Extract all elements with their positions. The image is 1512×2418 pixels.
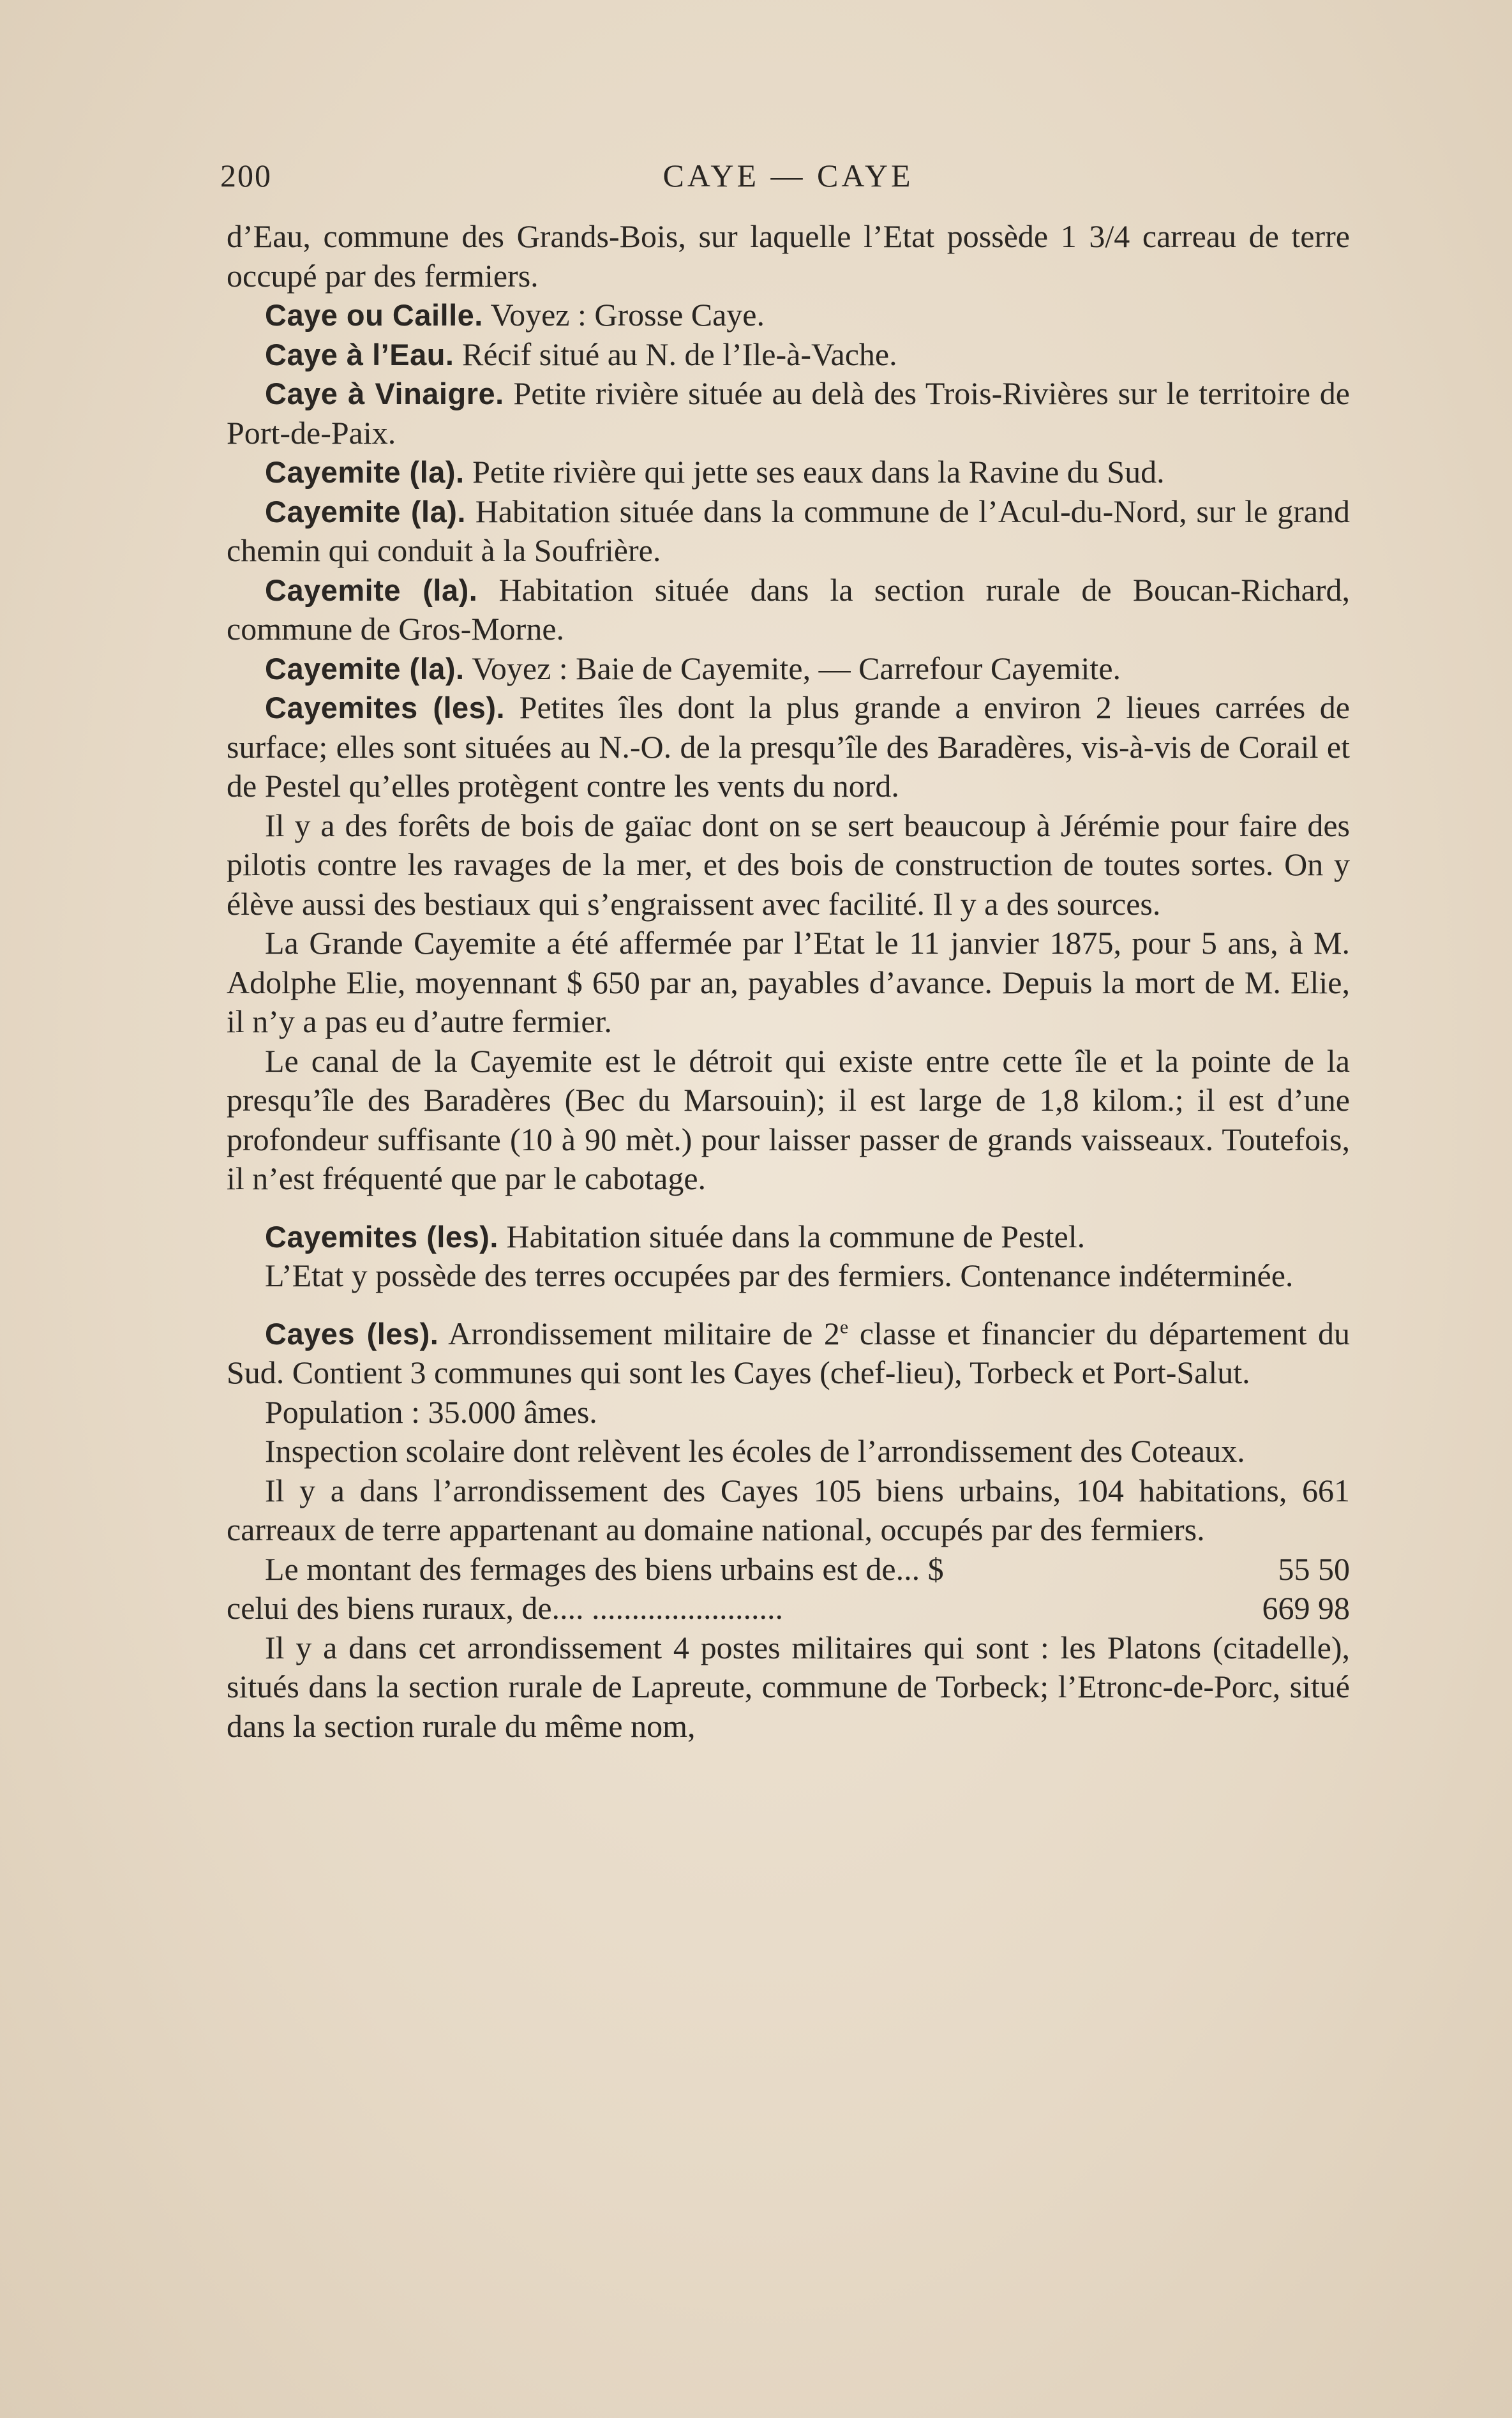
entry-head: Caye à l’Eau.	[265, 337, 454, 372]
paragraph: Il y a dans cet arrondissement 4 postes militaires qui sont : les Platons (citadelle), situés dans la section rurale de Lapreute, commune de Torbeck; l’Etronc-de-Porc, situé dans la section rurale du même nom,	[227, 1629, 1350, 1744]
paragraph: Cayemites (les). Habitation située dans la commune de Pestel.	[265, 1218, 1086, 1254]
paragraph: Cayes (les). Arrondissement militaire de 2e classe et financier du département du Sud. Contient 3 communes qui sont les Cayes (chef-lieu), Torbeck et Port-Salut.	[227, 1315, 1350, 1390]
paragraph: Il y a dans l’arrondissement des Cayes 105 biens urbains, 104 habitations, 661 carreaux de terre appartenant au domaine national, occupés par des fermiers.	[227, 1472, 1350, 1547]
entry-head: Cayemite (la).	[265, 494, 466, 529]
paragraph: Population : 35.000 âmes.	[265, 1393, 597, 1430]
continued-paragraph: d’Eau, commune des Grands-Bois, sur laquelle l’Etat possède 1 3/4 carreau de terre occupé par des fermiers.	[227, 218, 1350, 294]
entry-caye-ou-caille: Caye ou Caille. Voyez : Grosse Caye.	[265, 297, 765, 333]
entry-head: Caye à Vinaigre.	[265, 377, 504, 410]
paragraph: Le canal de la Cayemite est le détroit qui existe entre cette île et la pointe de la presqu’île des Baradères (Bec du Marsouin); il est large de 1,8 kilom.; il est d’une profondeur suffisante (10 à 90 mèt.) pour laisser passer de grands vaisseaux. Toutefois, il n’est fréquenté que par le cabotage.	[227, 1042, 1350, 1196]
paragraph: La Grande Cayemite a été affermée par l’Etat le 11 janvier 1875, pour 5 ans, à M. Adolphe Elie, moyennant $ 650 par an, payables d’avance. Depuis la mort de M. Elie, il n’y a pas eu d’autre fermier.	[227, 925, 1350, 1039]
paragraph: Il y a des forêts de bois de gaïac dont on se sert beaucoup à Jérémie pour faire des pilotis contre les ravages de la mer, et des bois de construction de toutes sortes. On y élève aussi des bestiaux qui s’engraissent avec facilité. Il y a des sources.	[227, 807, 1350, 922]
entry-head: Cayemite (la).	[265, 573, 478, 607]
entry-cayemites-habitation	[227, 1217, 1350, 1296]
entry-cayemite-3: Cayemite (la). Habitation située dans la section rurale de Boucan-Richard, commune de Gros-Morne.	[227, 571, 1350, 647]
amount-row	[227, 1589, 1350, 1628]
entry-cayes	[227, 1314, 1350, 1746]
paragraph: Cayemites (les). Petites îles dont la plus grande a environ 2 lieues carrées de surface; elles sont situées au N.-O. de la presqu’île des Baradères, vis-à-vis de Corail et de Pestel qu’elles protègent contre les vents du nord.	[227, 689, 1350, 804]
running-title: CAYE — CAYE	[662, 158, 914, 193]
amount-value: 55 50	[1278, 1551, 1350, 1587]
entry-head: Caye ou Caille.	[265, 298, 483, 332]
entry-head: Cayemites (les).	[265, 691, 505, 725]
page-header	[220, 157, 1356, 202]
paragraph: Inspection scolaire dont relèvent les écoles de l’arrondissement des Coteaux.	[265, 1433, 1245, 1469]
amount-label: Le montant des fermages des biens urbains est de... $	[265, 1551, 944, 1587]
entry-head: Cayemite (la).	[265, 651, 465, 686]
paragraph: L’Etat y possède des terres occupées par des fermiers. Contenance indéterminée.	[265, 1258, 1294, 1293]
amount-value: 669 98	[1262, 1590, 1350, 1626]
amount-row	[227, 1550, 1350, 1589]
entry-head: Cayes (les).	[265, 1316, 439, 1351]
entry-cayemite-1: Cayemite (la). Petite rivière qui jette ses eaux dans la Ravine du Sud.	[265, 454, 1165, 490]
amount-label: celui des biens ruraux, de.... ........................	[227, 1590, 784, 1626]
entry-head: Cayemites (les).	[265, 1219, 498, 1254]
entry-caye-a-vinaigre: Caye à Vinaigre. Petite rivière située au delà des Trois-Rivières sur le territoire de Port-de-Paix.	[227, 375, 1351, 451]
entry-cayemite-4: Cayemite (la). Voyez : Baie de Cayemite, — Carrefour Cayemite.	[265, 650, 1121, 686]
entry-head: Cayemite (la).	[265, 455, 465, 489]
entry-caye-a-leau: Caye à l’Eau. Récif situé au N. de l’Ile-à-Vache.	[265, 336, 897, 372]
entry-cayemites-iles	[227, 688, 1350, 1199]
page-body	[227, 217, 1350, 1746]
entry-cayemite-2: Cayemite (la). Habitation située dans la commune de l’Acul-du-Nord, sur le grand chemin qui conduit à la Soufrière.	[227, 493, 1350, 568]
page-number: 200	[220, 158, 272, 193]
